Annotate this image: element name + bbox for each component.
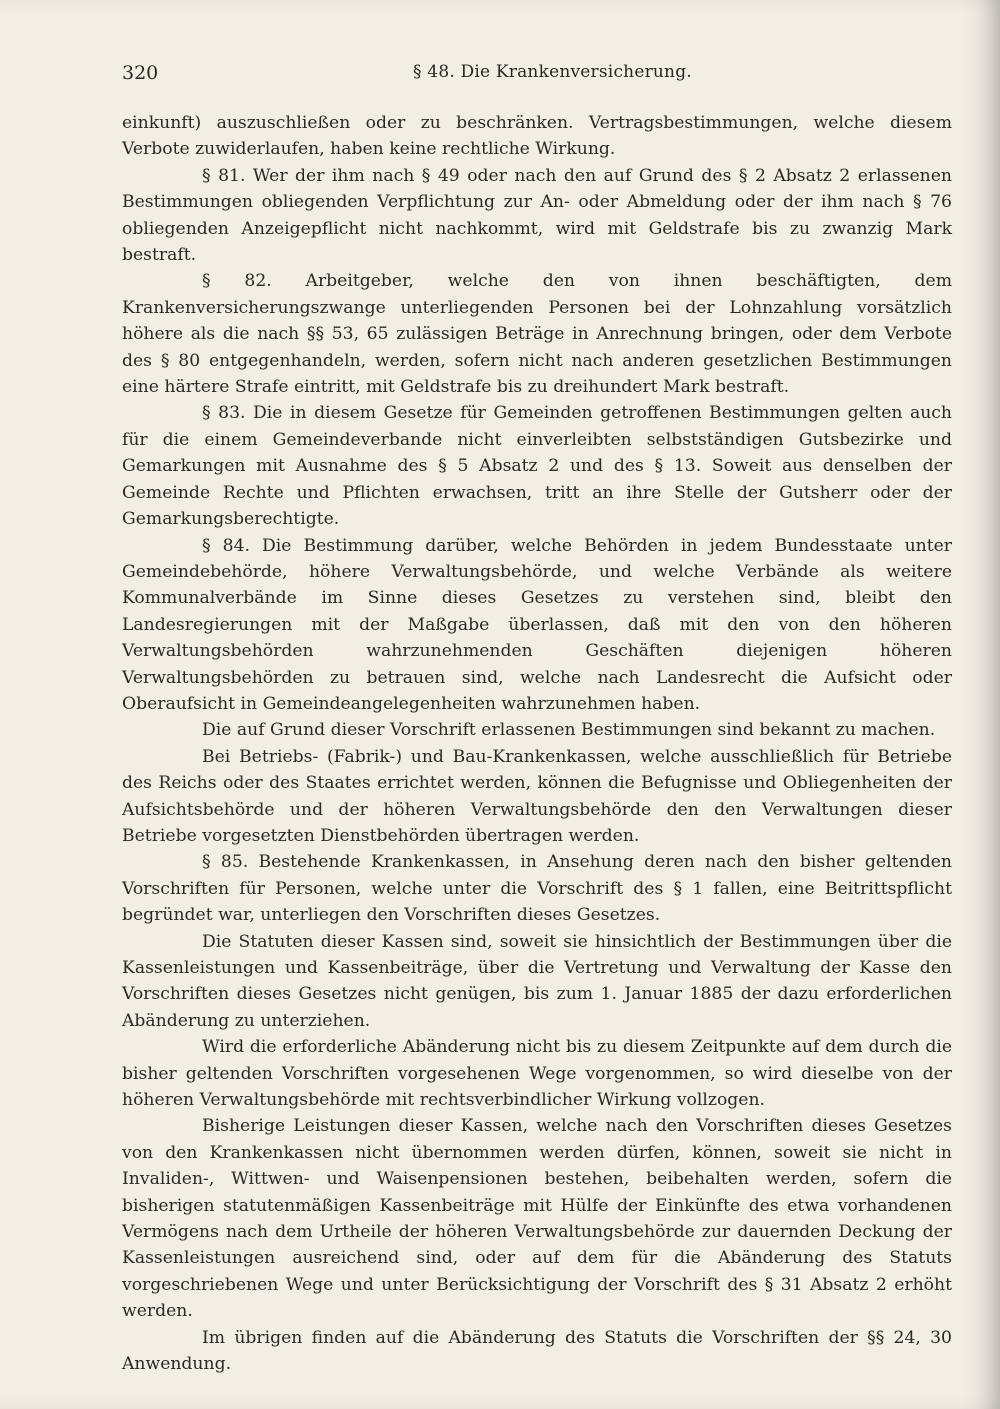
paragraph: Die Statuten dieser Kassen sind, soweit sie hinsichtlich der Bestimmungen über die Kassenleistungen und Kassenbeiträge, über die Vertretung und Verwaltung der Kasse den Vorschriften dieses Gesetzes nicht genügen, bis zum 1. Januar 1885 der dazu erforderlichen Abänderung zu unterziehen.	[122, 931, 952, 1031]
body-text	[122, 110, 952, 1378]
paragraph-section-85: § 85. Bestehende Krankenkassen, in Ansehung deren nach den bisher geltenden Vorschriften für Personen, welche unter die Vorschrift des § 1 fallen, eine Beitrittspflicht begründet war, unterliegen den Vorschriften dieses Gesetzes.	[122, 852, 952, 926]
paragraph-section-84: § 84. Die Bestimmung darüber, welche Behörden in jedem Bundesstaate unter Gemeindebehörde, höhere Verwaltungsbehörde, und welche Verbände als weitere Kommunalverbände im Sinne dieses Gesetzes zu verstehen sind, bleibt den Landesregierungen mit der Maßgabe überlassen, daß mit den von den höheren Verwaltungsbehörden wahrzunehmenden Geschäften diejenigen höheren Verwaltungsbehörden zu betrauen sind, welche nach Landesrecht die Aufsicht oder Oberaufsicht in Gemeindeangelegenheiten wahrzunehmen haben.	[122, 535, 952, 714]
paragraph: Bei Betriebs- (Fabrik-) und Bau-Krankenkassen, welche ausschließlich für Betriebe des Reichs oder des Staates errichtet werden, können die Befugnisse und Obliegenheiten der Aufsichtsbehörde und der höheren Verwaltungsbehörde den den Verwaltungen dieser Betriebe vorgesetzten Dienstbehörden übertragen werden.	[122, 746, 952, 846]
paragraph-section-83: § 83. Die in diesem Gesetze für Gemeinden getroffenen Bestimmungen gelten auch für die einem Gemeindeverbande nicht einverleibten selbstständigen Gutsbezirke und Gemarkungen mit Ausnahme des § 5 Absatz 2 und des § 13. Soweit aus denselben der Gemeinde Rechte und Pflichten erwachsen, tritt an ihre Stelle der Gutsherr oder der Gemarkungsberechtigte.	[122, 403, 952, 530]
paragraph-section-82: § 82. Arbeitgeber, welche den von ihnen beschäftigten, dem Krankenversicherungszwange unterliegenden Personen bei der Lohnzahlung vorsätzlich höhere als die nach §§ 53, 65 zulässigen Beträge in Anrechnung bringen, oder dem Verbote des § 80 entgegenhandeln, werden, sofern nicht nach anderen gesetzlichen Bestimmungen eine härtere Strafe eintritt, mit Geldstrafe bis zu dreihundert Mark bestraft.	[122, 271, 952, 398]
page-number: 320	[122, 62, 159, 84]
paragraph: einkunft) auszuschließen oder zu beschränken. Vertragsbestimmungen, welche diesem Verbote zuwiderlaufen, haben keine rechtliche Wirkung.	[122, 113, 952, 160]
paragraph: Die auf Grund dieser Vorschrift erlassenen Bestimmungen sind bekannt zu machen.	[202, 720, 936, 741]
paragraph: Bisherige Leistungen dieser Kassen, welche nach den Vorschriften dieses Gesetzes von den Krankenkassen nicht übernommen werden dürfen, können, soweit sie nicht in Invaliden-, Wittwen- und Waisenpensionen bestehen, beibehalten werden, sofern die bisherigen statutenmäßigen Kassenbeiträge mit Hülfe der Einkünfte des etwa vorhandenen Vermögens nach dem Urtheile der höheren Verwaltungsbehörde zur dauernden Deckung der Kassenleistungen ausreichend sind, oder auf dem für die Abänderung des Statuts vorgeschriebenen Wege und unter Berücksichtigung der Vorschrift des § 31 Absatz 2 erhöht werden.	[122, 1116, 952, 1322]
paragraph-section-81: § 81. Wer der ihm nach § 49 oder nach den auf Grund des § 2 Absatz 2 erlassenen Bestimmungen obliegenden Verpflichtung zur An- oder Abmeldung oder der ihm nach § 76 obliegenden Anzeigepflicht nicht nachkommt, wird mit Geldstrafe bis zu zwanzig Mark bestraft.	[122, 165, 952, 266]
page-header	[118, 58, 954, 88]
paragraph: Wird die erforderliche Abänderung nicht bis zu diesem Zeitpunkte auf dem durch die bisher geltenden Vorschriften vorgesehenen Wege vorgenommen, so wird dieselbe von der höheren Verwaltungsbehörde mit rechtsverbindlicher Wirkung vollzogen.	[122, 1037, 952, 1111]
paragraph: Im übrigen finden auf die Abänderung des Statuts die Vorschriften der §§ 24, 30 Anwendung.	[122, 1327, 952, 1375]
running-head: § 48. Die Krankenversicherung.	[413, 62, 692, 82]
